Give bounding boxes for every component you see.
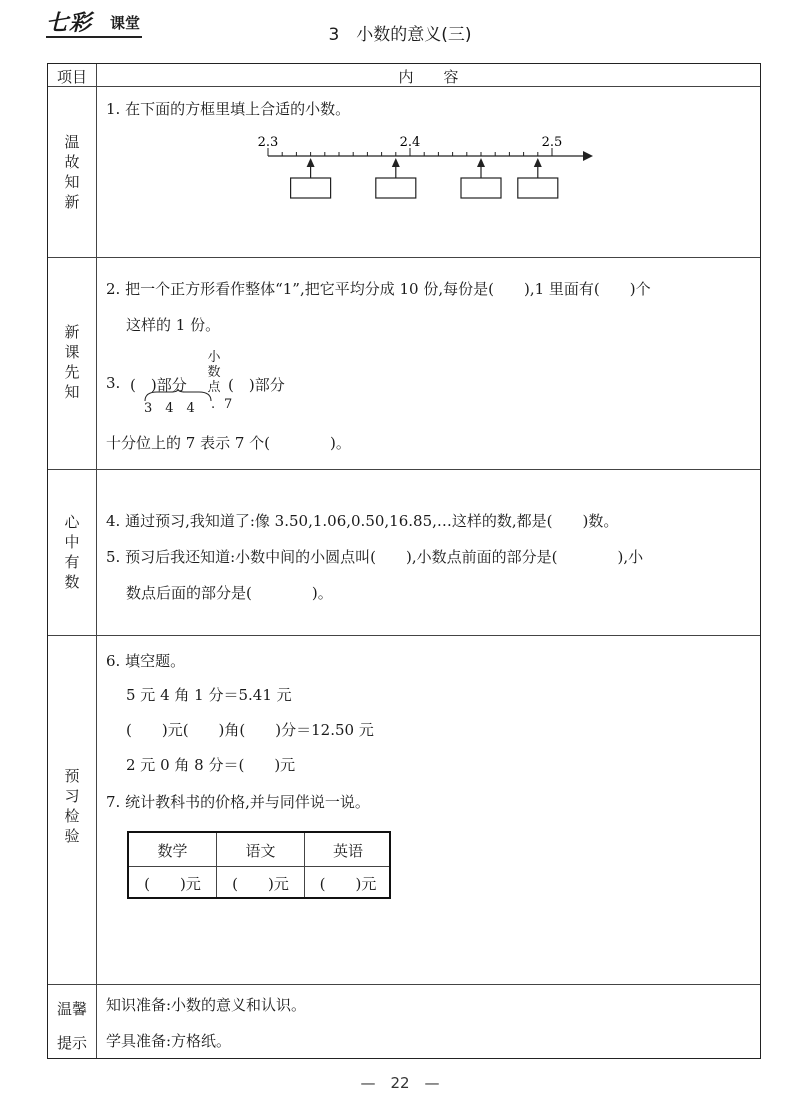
label-line: 温馨 [56,1000,87,1018]
label-char: 知 [64,383,80,401]
price-table [127,831,391,899]
question-2-line2: 这样的 1 份。 [126,316,221,334]
tip-knowledge: 知识准备:小数的意义和认识。 [106,996,307,1014]
question-2-line1: 2. 把一个正方形看作整体“1”,把它平均分成 10 份,每份是( ),1 里面有( )个 [106,280,651,298]
decimal-digit: 7 [224,397,233,412]
tick-label: 2.3 [258,135,279,150]
answer-arrowhead [477,158,485,167]
decimal-dot: . [211,397,216,412]
answer-box[interactable] [461,178,501,198]
number-line-arrowhead [583,151,593,161]
number-line [258,134,598,204]
section-label-preview [48,322,96,402]
price-cell-chinese[interactable]: ( )元 [232,875,289,893]
answer-box[interactable] [518,178,558,198]
question-6: 6. 填空题。 [106,652,186,670]
section-label-tips [48,992,96,1060]
section-label-check [48,766,96,846]
answer-arrowhead [392,158,400,167]
label-char: 知 [64,173,80,191]
section-divider [48,984,760,985]
header-content: 内 容 [398,68,459,86]
price-cell-math[interactable]: ( )元 [144,875,201,893]
fill-line: 5 元 4 角 1 分＝5.41 元 [126,686,292,704]
price-header-chinese: 语文 [245,842,276,860]
section-divider [48,257,760,258]
fill-line: ( )元( )角( )分＝12.50 元 [126,721,374,739]
label-char: 先 [64,363,80,381]
right-part-label: ( )部分 [228,376,285,394]
question-1: 1. 在下面的方框里填上合适的小数。 [106,100,351,118]
integer-digits: 3 4 4 [144,401,195,416]
price-cell-english[interactable]: ( )元 [319,875,377,893]
answer-box[interactable] [376,178,416,198]
column-divider [96,64,97,1058]
tick-label: 2.5 [541,135,563,150]
label-char: 数 [207,365,221,380]
page-number: — 22 — [360,1074,440,1092]
question-3-sentence: 十分位上的 7 表示 7 个( )。 [106,434,351,452]
label-char: 小 [207,350,221,365]
label-char: 有 [64,553,80,571]
price-header-english: 英语 [332,842,363,860]
answer-box[interactable] [291,178,331,198]
label-char: 习 [64,787,80,805]
label-char: 点 [207,380,221,395]
price-header-math: 数学 [157,842,188,860]
label-char: 温 [64,133,80,151]
brand-sub: 课堂 [110,14,141,32]
label-line: 提示 [56,1034,87,1052]
answer-arrowhead [307,158,315,167]
label-char: 故 [64,153,80,171]
brand-logo: 七彩 [46,10,93,36]
label-char: 数 [64,573,80,591]
section-divider [48,469,760,470]
worksheet-table [47,63,761,1059]
label-char: 验 [64,827,80,845]
tip-tools: 学具准备:方格纸。 [106,1032,232,1050]
price-table-divider [129,866,389,867]
tick-label: 2.4 [399,135,421,150]
number-line-marks [291,158,558,198]
header-item: 项目 [56,68,87,86]
section-label-mind [48,512,96,592]
question-7: 7. 统计教科书的价格,并与同伴说一说。 [106,793,370,811]
label-char: 检 [64,807,80,825]
left-part-label: ( )部分 [130,376,187,394]
question-5-line1: 5. 预习后我还知道:小数中间的小圆点叫( ),小数点前面的部分是( ),小 [106,548,644,566]
label-char: 中 [64,533,80,551]
label-char: 预 [64,767,80,785]
fill-line: 2 元 0 角 8 分＝( )元 [126,756,296,774]
page-title: 3 小数的意义(三) [328,25,472,45]
question-3-number: 3. [106,374,121,392]
section-label-review [48,132,96,212]
label-char: 心 [64,513,80,531]
label-char: 课 [64,343,80,361]
label-char: 新 [64,323,80,341]
question-4: 4. 通过预习,我知道了:像 3.50,1.06,0.50,16.85,…这样的数,都是( )数。 [106,512,619,530]
label-char: 新 [64,193,80,211]
section-divider [48,635,760,636]
question-5-line2: 数点后面的部分是( )。 [126,584,333,602]
answer-arrowhead [534,158,542,167]
